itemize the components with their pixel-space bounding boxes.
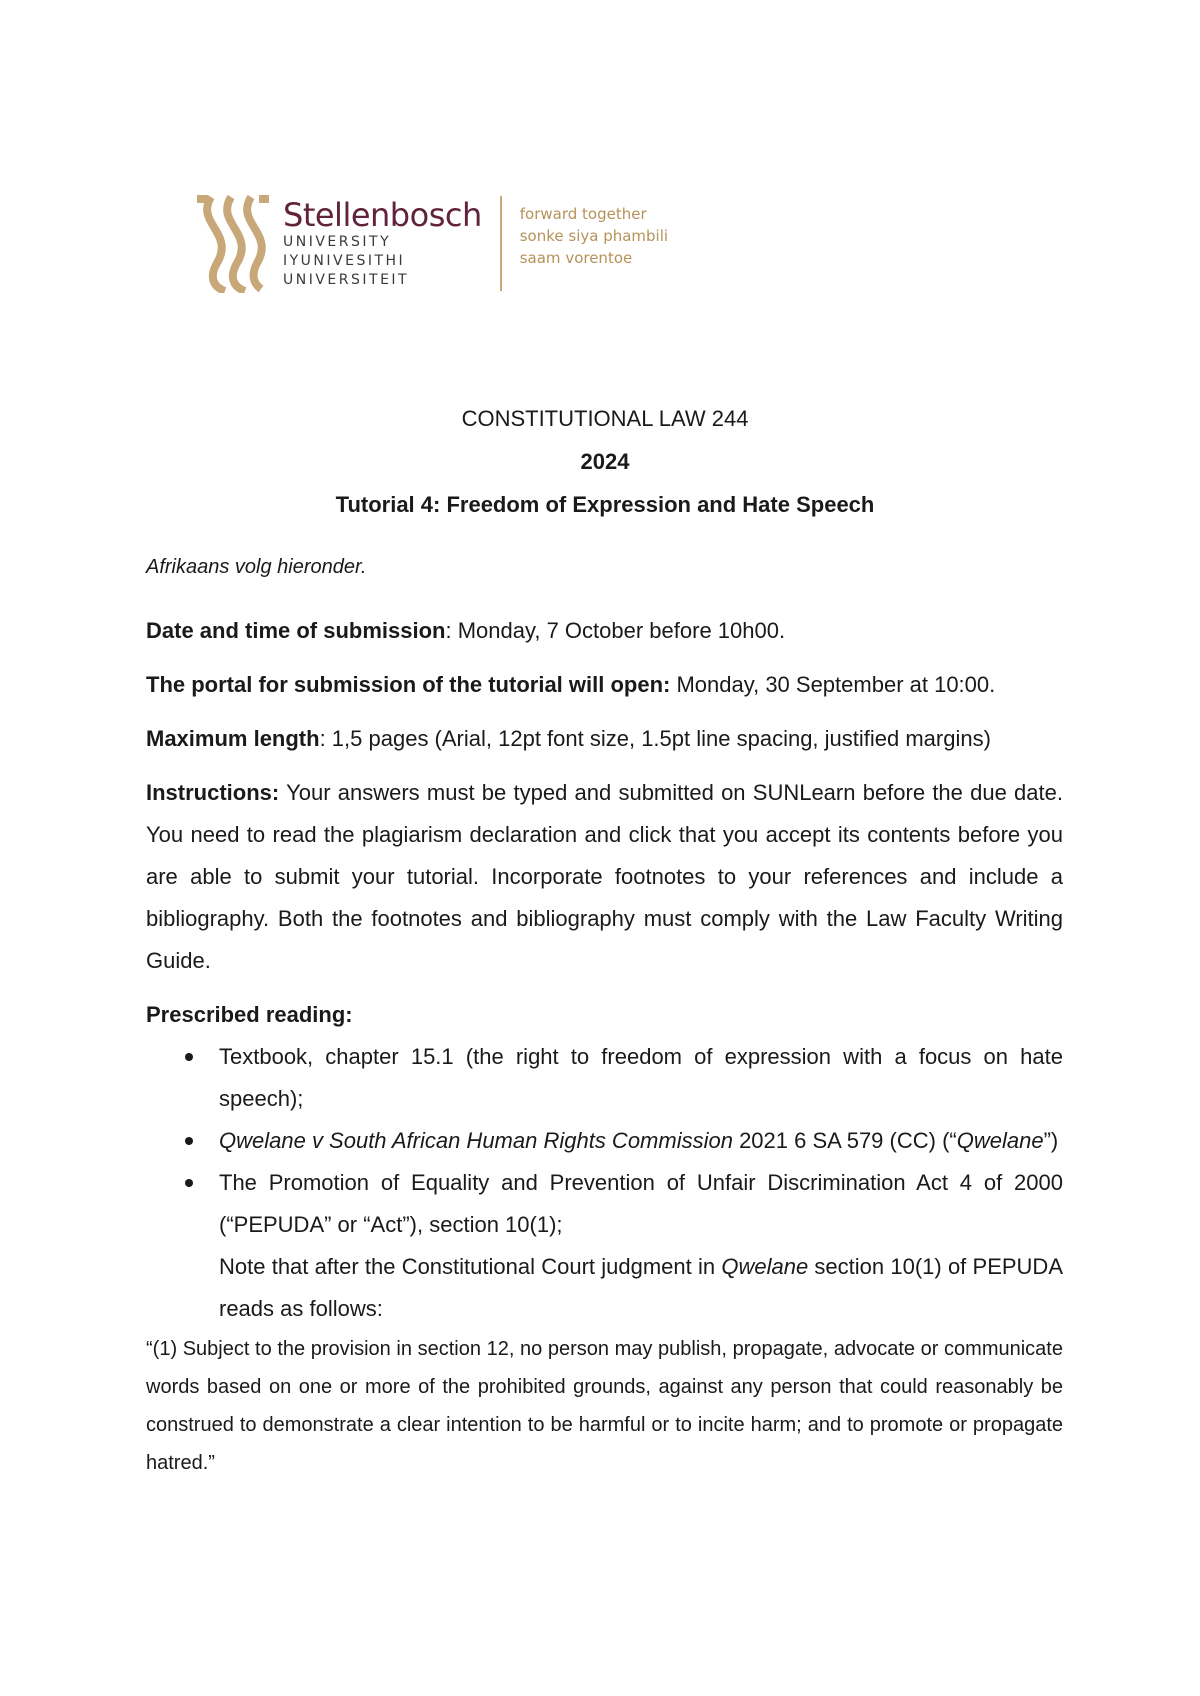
document-body <box>146 546 1063 1482</box>
reading-case-end: ”) <box>1043 1128 1059 1153</box>
note-case: Qwelane <box>721 1254 809 1279</box>
university-wordmark <box>283 197 482 290</box>
pepuda-note <box>219 1246 1063 1330</box>
submission-line <box>146 610 1063 652</box>
bullet-icon <box>185 1179 193 1187</box>
portal-label: The portal for submission of the tutorial will open: <box>146 672 671 697</box>
reading-act: The Promotion of Equality and Prevention of Unfair Discrimination Act 4 of 2000 (“PEPUDA” or “Act”), section 10(1); <box>219 1170 1063 1237</box>
submission-label: Date and time of submission <box>146 618 446 643</box>
logo-divider <box>500 196 502 291</box>
instructions-paragraph <box>146 772 1063 982</box>
portal-line <box>146 664 1063 706</box>
university-line-3: UNIVERSITEIT <box>283 271 410 288</box>
reading-case-name: Qwelane v South African Human Rights Commission <box>219 1128 733 1153</box>
max-length-label: Maximum length <box>146 726 320 751</box>
afrikaans-note: Afrikaans volg hieronder. <box>146 556 367 578</box>
list-item <box>146 1120 1063 1162</box>
reading-case-short: Qwelane <box>956 1128 1044 1153</box>
motto-line-3: saam vorentoe <box>519 249 633 267</box>
submission-value: : Monday, 7 October before 10h00. <box>445 618 786 643</box>
motto-line-1: forward together <box>519 205 647 223</box>
university-name: Stellenbosch <box>283 195 482 234</box>
motto-line-2: sonke siya phambili <box>519 227 669 245</box>
course-title: CONSTITUTIONAL LAW 244 <box>461 406 749 431</box>
stellenbosch-crest-icon <box>195 193 271 293</box>
max-length-line <box>146 718 1063 760</box>
document-header <box>145 397 1065 526</box>
section-10-quote: “(1) Subject to the provision in section 12, no person may publish, propagate, advocate or communicate words based on one or more of the prohibited grounds, against any person that could reasonably be construed to demonstrate a clear intention to be harmful or to incite harm; and to promote or propagate hatred.” <box>146 1338 1063 1474</box>
instructions-value: Your answers must be typed and submitted on SUNLearn before the due date. You need to read the plagiarism declaration and click that you accept its contents before you are able to submit your tutorial. Incorporate footnotes to your references and include a bibliography. Both the footnotes and bibliography must comply with the Law Faculty Writing Guide. <box>146 780 1063 973</box>
tutorial-title: Tutorial 4: Freedom of Expression and Hate Speech <box>335 492 875 517</box>
instructions-label: Instructions: <box>146 780 280 805</box>
university-logo <box>195 188 668 298</box>
reading-case-citation: 2021 6 SA 579 (CC) (“ <box>732 1128 957 1153</box>
list-item <box>146 1162 1063 1330</box>
note-part-b: section 10(1) of PEPUDA reads as follows: <box>219 1254 1063 1321</box>
note-part-a: Note that after the Constitutional Court judgment in <box>219 1254 722 1279</box>
max-length-value: : 1,5 pages (Arial, 12pt font size, 1.5pt line spacing, justified margins) <box>319 726 991 751</box>
list-item <box>146 1036 1063 1120</box>
bullet-icon <box>185 1053 193 1061</box>
university-line-1: UNIVERSITY <box>283 233 392 250</box>
prescribed-list <box>146 1036 1063 1330</box>
university-motto <box>520 203 668 269</box>
reading-textbook: Textbook, chapter 15.1 (the right to freedom of expression with a focus on hate speech); <box>219 1044 1063 1111</box>
course-year: 2024 <box>580 449 630 474</box>
university-line-2: IYUNIVESITHI <box>283 252 406 269</box>
portal-value: Monday, 30 September at 10:00. <box>670 672 996 697</box>
bullet-icon <box>185 1137 193 1145</box>
prescribed-heading: Prescribed reading: <box>146 1002 353 1027</box>
